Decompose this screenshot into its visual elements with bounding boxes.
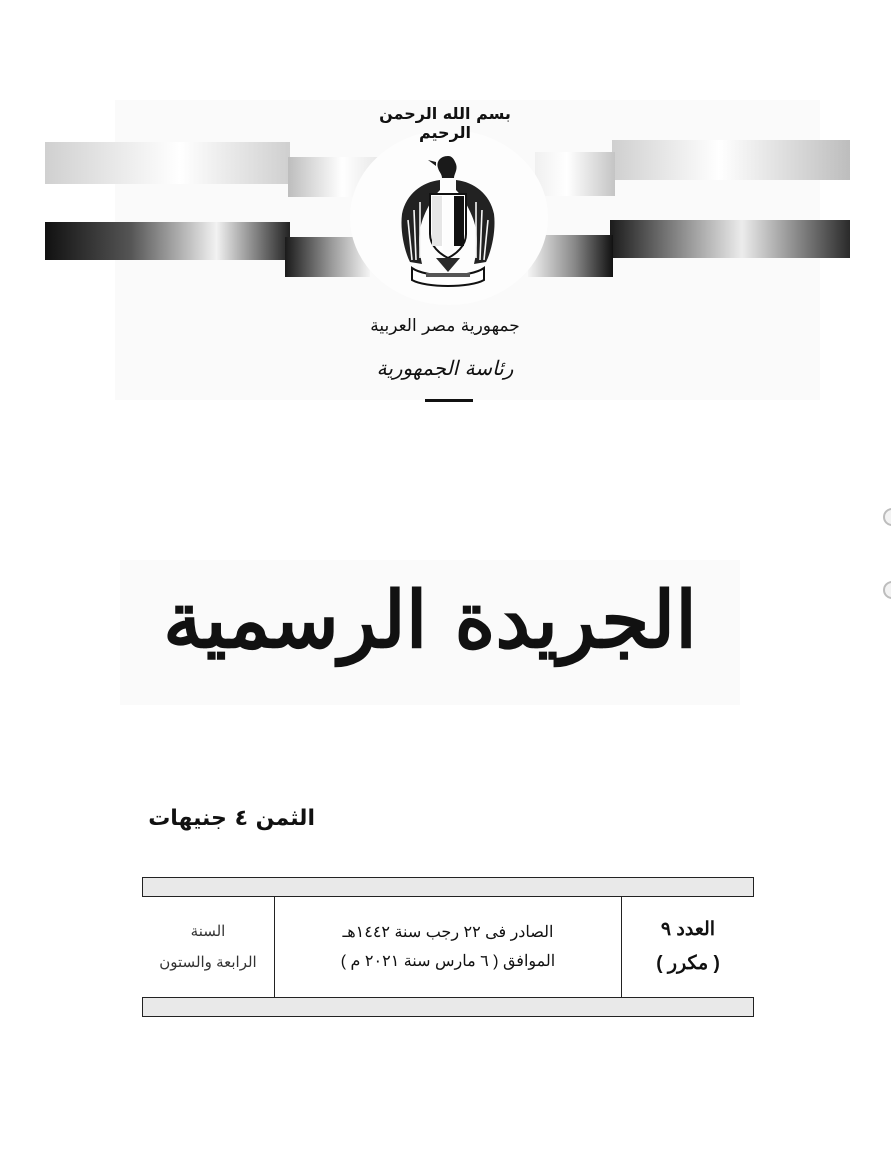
table-top-strip	[142, 877, 754, 897]
header-underline	[425, 399, 473, 402]
flag-band-light-right	[612, 140, 850, 180]
issue-info-row	[142, 896, 754, 997]
edge-marker-icon	[883, 581, 891, 599]
basmala-text: بسم الله الرحمن الرحيم	[379, 104, 511, 142]
issued-date-hijri: الصادر فى ٢٢ رجب سنة ١٤٤٢هـ	[342, 923, 554, 941]
flag-band-dark-right	[610, 220, 850, 258]
issued-date-gregorian: الموافق ( ٦ مارس سنة ٢٠٢١ م )	[340, 952, 556, 970]
year-cell	[142, 896, 274, 997]
flag-band-light-left	[45, 142, 290, 184]
flag-band-light-right-inner	[535, 152, 615, 196]
flag-band-dark-left	[45, 222, 290, 260]
year-label: السنة	[190, 922, 226, 940]
egypt-eagle-emblem-icon	[392, 150, 504, 288]
issue-number-cell	[621, 896, 754, 997]
issue-date-cell	[274, 896, 621, 997]
edge-marker-icon	[883, 508, 891, 526]
issue-suffix: ( مكرر )	[656, 952, 720, 974]
issue-info-table	[142, 877, 754, 1017]
year-value: الرابعة والستون	[159, 953, 257, 971]
price-label: الثمن ٤ جنيهات	[148, 806, 315, 831]
issue-number: العدد ٩	[660, 918, 716, 940]
presidency-name: رئاسة الجمهورية	[376, 356, 514, 380]
table-bottom-strip	[142, 997, 754, 1017]
gazette-title: الجريدة الرسمية	[163, 575, 697, 666]
country-name: جمهورية مصر العربية	[370, 316, 520, 336]
